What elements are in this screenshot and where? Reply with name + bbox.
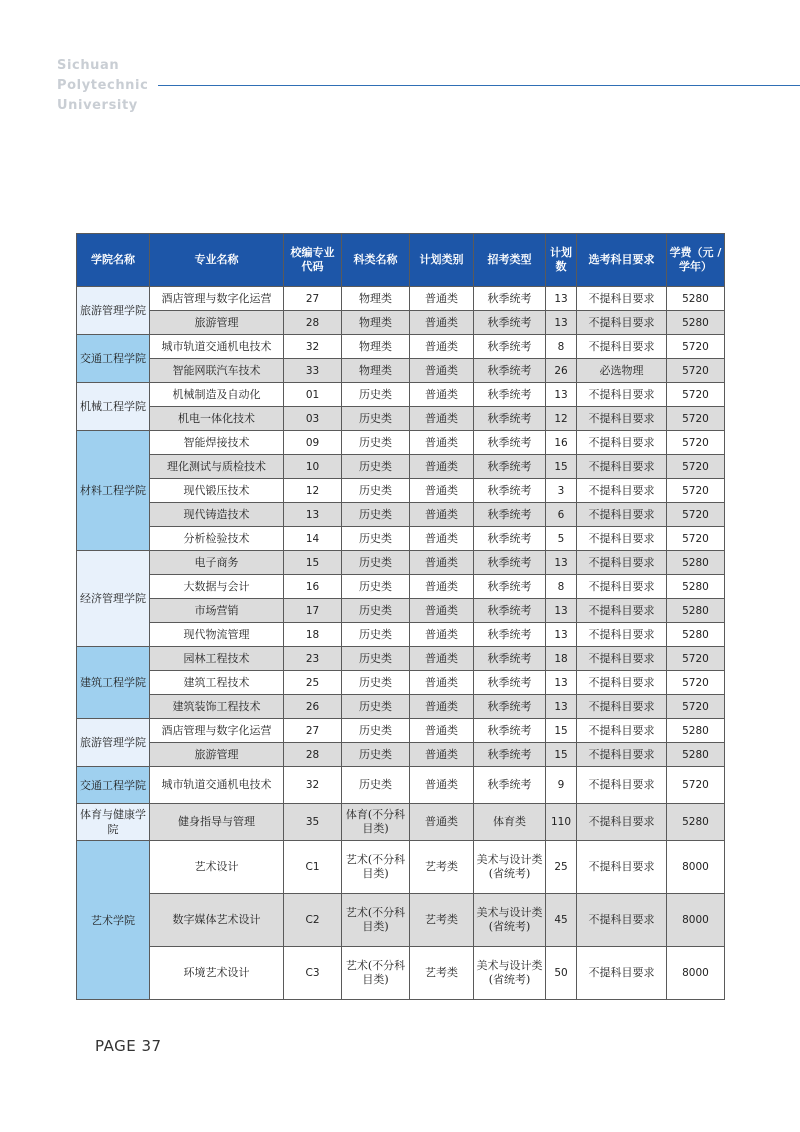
category-cell: 历史类 xyxy=(342,767,410,804)
plan-type-cell: 普通类 xyxy=(410,359,474,383)
major-cell: 酒店管理与数字化运营 xyxy=(150,287,284,311)
exam-type-cell: 秋季统考 xyxy=(474,383,546,407)
category-cell: 艺术(不分科目类) xyxy=(342,947,410,1000)
subjects-cell: 不提科目要求 xyxy=(577,407,667,431)
count-cell: 25 xyxy=(546,841,577,894)
header-major: 专业名称 xyxy=(150,234,284,287)
exam-type-cell: 秋季统考 xyxy=(474,359,546,383)
count-cell: 15 xyxy=(546,719,577,743)
category-cell: 物理类 xyxy=(342,287,410,311)
plan-type-cell: 普通类 xyxy=(410,311,474,335)
table-row xyxy=(77,841,725,894)
header-count: 计划数 xyxy=(546,234,577,287)
category-cell: 物理类 xyxy=(342,359,410,383)
table-body xyxy=(77,287,725,1000)
category-cell: 历史类 xyxy=(342,671,410,695)
major-cell: 分析检验技术 xyxy=(150,527,284,551)
major-cell: 机械制造及自动化 xyxy=(150,383,284,407)
major-cell: 艺术设计 xyxy=(150,841,284,894)
plan-type-cell: 普通类 xyxy=(410,623,474,647)
exam-type-cell: 秋季统考 xyxy=(474,431,546,455)
table-row xyxy=(77,599,725,623)
fee-cell: 5280 xyxy=(667,551,725,575)
subjects-cell: 不提科目要求 xyxy=(577,841,667,894)
plan-type-cell: 普通类 xyxy=(410,575,474,599)
plan-type-cell: 艺考类 xyxy=(410,894,474,947)
plan-type-cell: 普通类 xyxy=(410,455,474,479)
exam-type-cell: 秋季统考 xyxy=(474,287,546,311)
fee-cell: 5720 xyxy=(667,335,725,359)
category-cell: 历史类 xyxy=(342,575,410,599)
exam-type-cell: 体育类 xyxy=(474,804,546,841)
plan-type-cell: 普通类 xyxy=(410,671,474,695)
fee-cell: 5280 xyxy=(667,287,725,311)
header-exam-type: 招考类型 xyxy=(474,234,546,287)
count-cell: 5 xyxy=(546,527,577,551)
subjects-cell: 不提科目要求 xyxy=(577,455,667,479)
fee-cell: 5720 xyxy=(667,671,725,695)
table-row xyxy=(77,455,725,479)
major-cell: 旅游管理 xyxy=(150,743,284,767)
table-row xyxy=(77,695,725,719)
major-cell: 健身指导与管理 xyxy=(150,804,284,841)
count-cell: 110 xyxy=(546,804,577,841)
subjects-cell: 不提科目要求 xyxy=(577,647,667,671)
college-cell: 交通工程学院 xyxy=(77,335,150,383)
category-cell: 物理类 xyxy=(342,335,410,359)
code-cell: 14 xyxy=(284,527,342,551)
code-cell: 23 xyxy=(284,647,342,671)
subjects-cell: 不提科目要求 xyxy=(577,804,667,841)
code-cell: C2 xyxy=(284,894,342,947)
table-row xyxy=(77,551,725,575)
category-cell: 历史类 xyxy=(342,407,410,431)
table-header-row xyxy=(77,234,725,287)
fee-cell: 5280 xyxy=(667,743,725,767)
exam-type-cell: 秋季统考 xyxy=(474,311,546,335)
plan-type-cell: 普通类 xyxy=(410,287,474,311)
plan-type-cell: 普通类 xyxy=(410,743,474,767)
fee-cell: 5280 xyxy=(667,599,725,623)
table-row xyxy=(77,743,725,767)
fee-cell: 5720 xyxy=(667,407,725,431)
plan-type-cell: 普通类 xyxy=(410,767,474,804)
category-cell: 艺术(不分科目类) xyxy=(342,894,410,947)
exam-type-cell: 秋季统考 xyxy=(474,623,546,647)
category-cell: 历史类 xyxy=(342,623,410,647)
count-cell: 6 xyxy=(546,503,577,527)
count-cell: 13 xyxy=(546,695,577,719)
major-cell: 城市轨道交通机电技术 xyxy=(150,335,284,359)
category-cell: 历史类 xyxy=(342,551,410,575)
category-cell: 历史类 xyxy=(342,695,410,719)
count-cell: 18 xyxy=(546,647,577,671)
college-cell: 材料工程学院 xyxy=(77,431,150,551)
header-plan-type: 计划类别 xyxy=(410,234,474,287)
major-cell: 现代锻压技术 xyxy=(150,479,284,503)
fee-cell: 5720 xyxy=(667,527,725,551)
major-cell: 园林工程技术 xyxy=(150,647,284,671)
table-row xyxy=(77,623,725,647)
code-cell: 16 xyxy=(284,575,342,599)
code-cell: 33 xyxy=(284,359,342,383)
admission-plan-table xyxy=(76,233,725,1000)
count-cell: 26 xyxy=(546,359,577,383)
table-row xyxy=(77,719,725,743)
header-subjects: 选考科目要求 xyxy=(577,234,667,287)
plan-type-cell: 普通类 xyxy=(410,527,474,551)
count-cell: 8 xyxy=(546,575,577,599)
count-cell: 8 xyxy=(546,335,577,359)
count-cell: 13 xyxy=(546,287,577,311)
fee-cell: 5280 xyxy=(667,804,725,841)
count-cell: 12 xyxy=(546,407,577,431)
code-cell: 03 xyxy=(284,407,342,431)
subjects-cell: 不提科目要求 xyxy=(577,287,667,311)
subjects-cell: 不提科目要求 xyxy=(577,695,667,719)
code-cell: 27 xyxy=(284,719,342,743)
table-row xyxy=(77,383,725,407)
major-cell: 建筑装饰工程技术 xyxy=(150,695,284,719)
college-cell: 机械工程学院 xyxy=(77,383,150,431)
fee-cell: 5720 xyxy=(667,479,725,503)
category-cell: 物理类 xyxy=(342,311,410,335)
fee-cell: 5720 xyxy=(667,647,725,671)
count-cell: 45 xyxy=(546,894,577,947)
university-name xyxy=(57,56,148,116)
college-cell: 建筑工程学院 xyxy=(77,647,150,719)
header-college: 学院名称 xyxy=(77,234,150,287)
fee-cell: 8000 xyxy=(667,894,725,947)
major-cell: 智能焊接技术 xyxy=(150,431,284,455)
university-name-line: Sichuan xyxy=(57,58,120,73)
major-cell: 酒店管理与数字化运营 xyxy=(150,719,284,743)
code-cell: 18 xyxy=(284,623,342,647)
code-cell: 01 xyxy=(284,383,342,407)
table-row xyxy=(77,311,725,335)
major-cell: 现代铸造技术 xyxy=(150,503,284,527)
count-cell: 13 xyxy=(546,623,577,647)
fee-cell: 5720 xyxy=(667,767,725,804)
code-cell: C3 xyxy=(284,947,342,1000)
count-cell: 15 xyxy=(546,743,577,767)
table-row xyxy=(77,479,725,503)
category-cell: 历史类 xyxy=(342,743,410,767)
exam-type-cell: 美术与设计类(省统考) xyxy=(474,841,546,894)
table-row xyxy=(77,287,725,311)
table-row xyxy=(77,359,725,383)
fee-cell: 5280 xyxy=(667,575,725,599)
major-cell: 建筑工程技术 xyxy=(150,671,284,695)
subjects-cell: 不提科目要求 xyxy=(577,383,667,407)
code-cell: 10 xyxy=(284,455,342,479)
header-category: 科类名称 xyxy=(342,234,410,287)
plan-type-cell: 普通类 xyxy=(410,479,474,503)
exam-type-cell: 秋季统考 xyxy=(474,719,546,743)
count-cell: 15 xyxy=(546,455,577,479)
fee-cell: 8000 xyxy=(667,947,725,1000)
category-cell: 历史类 xyxy=(342,719,410,743)
code-cell: 32 xyxy=(284,767,342,804)
college-cell: 艺术学院 xyxy=(77,841,150,1000)
category-cell: 历史类 xyxy=(342,479,410,503)
plan-type-cell: 普通类 xyxy=(410,407,474,431)
subjects-cell: 不提科目要求 xyxy=(577,551,667,575)
exam-type-cell: 美术与设计类(省统考) xyxy=(474,894,546,947)
college-cell: 体育与健康学院 xyxy=(77,804,150,841)
table-row xyxy=(77,575,725,599)
subjects-cell: 不提科目要求 xyxy=(577,767,667,804)
code-cell: 35 xyxy=(284,804,342,841)
count-cell: 9 xyxy=(546,767,577,804)
exam-type-cell: 秋季统考 xyxy=(474,503,546,527)
major-cell: 现代物流管理 xyxy=(150,623,284,647)
code-cell: C1 xyxy=(284,841,342,894)
plan-type-cell: 普通类 xyxy=(410,383,474,407)
fee-cell: 8000 xyxy=(667,841,725,894)
fee-cell: 5280 xyxy=(667,311,725,335)
college-cell: 旅游管理学院 xyxy=(77,287,150,335)
code-cell: 26 xyxy=(284,695,342,719)
university-name-line: Polytechnic xyxy=(57,78,149,93)
header-code: 校编专业代码 xyxy=(284,234,342,287)
fee-cell: 5720 xyxy=(667,455,725,479)
code-cell: 27 xyxy=(284,287,342,311)
fee-cell: 5720 xyxy=(667,383,725,407)
exam-type-cell: 秋季统考 xyxy=(474,695,546,719)
table-row xyxy=(77,527,725,551)
college-cell: 经济管理学院 xyxy=(77,551,150,647)
count-cell: 13 xyxy=(546,311,577,335)
count-cell: 3 xyxy=(546,479,577,503)
subjects-cell: 不提科目要求 xyxy=(577,431,667,455)
count-cell: 13 xyxy=(546,551,577,575)
count-cell: 13 xyxy=(546,671,577,695)
category-cell: 历史类 xyxy=(342,383,410,407)
major-cell: 旅游管理 xyxy=(150,311,284,335)
category-cell: 历史类 xyxy=(342,527,410,551)
plan-type-cell: 艺考类 xyxy=(410,841,474,894)
table-row xyxy=(77,804,725,841)
fee-cell: 5280 xyxy=(667,719,725,743)
plan-type-cell: 普通类 xyxy=(410,335,474,359)
major-cell: 智能网联汽车技术 xyxy=(150,359,284,383)
code-cell: 12 xyxy=(284,479,342,503)
exam-type-cell: 秋季统考 xyxy=(474,479,546,503)
college-cell: 交通工程学院 xyxy=(77,767,150,804)
major-cell: 理化测试与质检技术 xyxy=(150,455,284,479)
subjects-cell: 不提科目要求 xyxy=(577,479,667,503)
fee-cell: 5720 xyxy=(667,431,725,455)
plan-type-cell: 普通类 xyxy=(410,695,474,719)
category-cell: 历史类 xyxy=(342,599,410,623)
major-cell: 大数据与会计 xyxy=(150,575,284,599)
exam-type-cell: 秋季统考 xyxy=(474,599,546,623)
plan-type-cell: 普通类 xyxy=(410,599,474,623)
count-cell: 50 xyxy=(546,947,577,1000)
major-cell: 市场营销 xyxy=(150,599,284,623)
code-cell: 32 xyxy=(284,335,342,359)
category-cell: 体育(不分科目类) xyxy=(342,804,410,841)
subjects-cell: 不提科目要求 xyxy=(577,719,667,743)
exam-type-cell: 秋季统考 xyxy=(474,551,546,575)
exam-type-cell: 秋季统考 xyxy=(474,647,546,671)
code-cell: 25 xyxy=(284,671,342,695)
code-cell: 28 xyxy=(284,311,342,335)
fee-cell: 5720 xyxy=(667,359,725,383)
category-cell: 历史类 xyxy=(342,455,410,479)
subjects-cell: 不提科目要求 xyxy=(577,335,667,359)
exam-type-cell: 秋季统考 xyxy=(474,527,546,551)
exam-type-cell: 秋季统考 xyxy=(474,455,546,479)
code-cell: 28 xyxy=(284,743,342,767)
plan-type-cell: 艺考类 xyxy=(410,947,474,1000)
table-row xyxy=(77,767,725,804)
subjects-cell: 不提科目要求 xyxy=(577,311,667,335)
fee-cell: 5720 xyxy=(667,695,725,719)
category-cell: 历史类 xyxy=(342,503,410,527)
table-row xyxy=(77,894,725,947)
subjects-cell: 不提科目要求 xyxy=(577,743,667,767)
exam-type-cell: 秋季统考 xyxy=(474,671,546,695)
plan-type-cell: 普通类 xyxy=(410,551,474,575)
subjects-cell: 不提科目要求 xyxy=(577,527,667,551)
fee-cell: 5720 xyxy=(667,503,725,527)
exam-type-cell: 美术与设计类(省统考) xyxy=(474,947,546,1000)
major-cell: 环境艺术设计 xyxy=(150,947,284,1000)
code-cell: 15 xyxy=(284,551,342,575)
code-cell: 17 xyxy=(284,599,342,623)
count-cell: 13 xyxy=(546,383,577,407)
header-rule xyxy=(158,85,800,86)
table-row xyxy=(77,407,725,431)
plan-type-cell: 普通类 xyxy=(410,804,474,841)
table-row xyxy=(77,671,725,695)
code-cell: 09 xyxy=(284,431,342,455)
table-row xyxy=(77,947,725,1000)
plan-type-cell: 普通类 xyxy=(410,647,474,671)
plan-type-cell: 普通类 xyxy=(410,503,474,527)
major-cell: 数字媒体艺术设计 xyxy=(150,894,284,947)
category-cell: 历史类 xyxy=(342,431,410,455)
exam-type-cell: 秋季统考 xyxy=(474,743,546,767)
subjects-cell: 不提科目要求 xyxy=(577,671,667,695)
page-number: PAGE 37 xyxy=(95,1037,162,1055)
major-cell: 城市轨道交通机电技术 xyxy=(150,767,284,804)
count-cell: 13 xyxy=(546,599,577,623)
exam-type-cell: 秋季统考 xyxy=(474,407,546,431)
category-cell: 历史类 xyxy=(342,647,410,671)
plan-type-cell: 普通类 xyxy=(410,431,474,455)
subjects-cell: 必选物理 xyxy=(577,359,667,383)
exam-type-cell: 秋季统考 xyxy=(474,767,546,804)
major-cell: 电子商务 xyxy=(150,551,284,575)
exam-type-cell: 秋季统考 xyxy=(474,335,546,359)
code-cell: 13 xyxy=(284,503,342,527)
university-name-line: University xyxy=(57,98,138,113)
count-cell: 16 xyxy=(546,431,577,455)
college-cell: 旅游管理学院 xyxy=(77,719,150,767)
major-cell: 机电一体化技术 xyxy=(150,407,284,431)
plan-type-cell: 普通类 xyxy=(410,719,474,743)
subjects-cell: 不提科目要求 xyxy=(577,623,667,647)
fee-cell: 5280 xyxy=(667,623,725,647)
subjects-cell: 不提科目要求 xyxy=(577,575,667,599)
subjects-cell: 不提科目要求 xyxy=(577,894,667,947)
subjects-cell: 不提科目要求 xyxy=(577,503,667,527)
table-row xyxy=(77,335,725,359)
table-row xyxy=(77,503,725,527)
exam-type-cell: 秋季统考 xyxy=(474,575,546,599)
table-row xyxy=(77,647,725,671)
header-fee: 学费（元 / 学年） xyxy=(667,234,725,287)
table-row xyxy=(77,431,725,455)
category-cell: 艺术(不分科目类) xyxy=(342,841,410,894)
subjects-cell: 不提科目要求 xyxy=(577,599,667,623)
subjects-cell: 不提科目要求 xyxy=(577,947,667,1000)
